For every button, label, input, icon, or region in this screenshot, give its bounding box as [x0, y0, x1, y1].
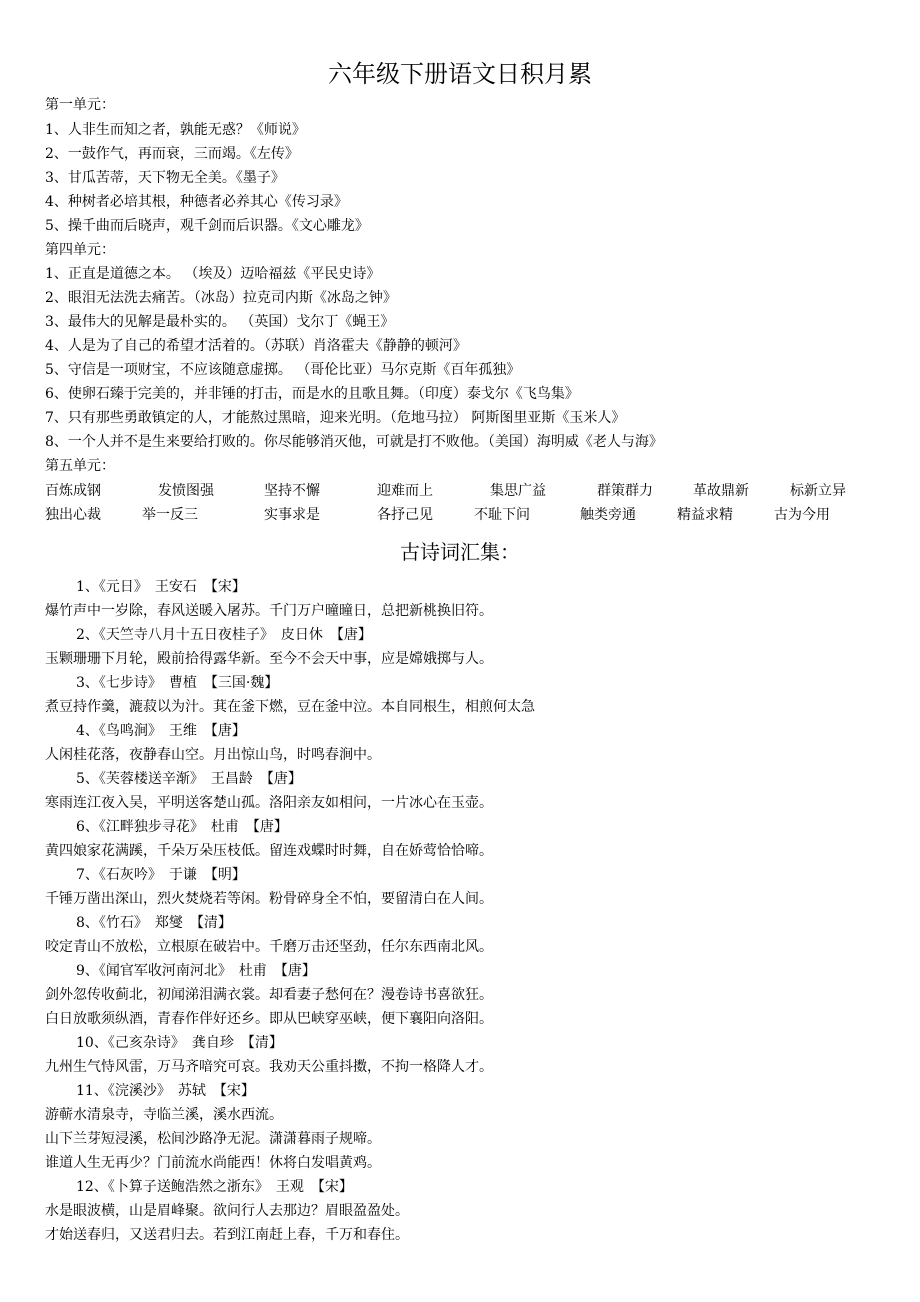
unit1-item-1: 1、人非生而知之者，孰能无惑？《师说》 — [45, 122, 306, 138]
poem-line: 寒雨连江夜入吴，平明送客楚山孤。洛阳亲友如相问，一片冰心在玉壶。 — [45, 795, 493, 811]
poem-line: 人闲桂花落，夜静春山空。月出惊山鸟，时鸣春涧中。 — [45, 747, 381, 763]
idiom: 精益求精 — [677, 507, 733, 523]
unit4-item-3: 3、最伟大的见解是最朴实的。 （英国）戈尔丁《蝇王》 — [45, 314, 395, 330]
unit4-item-4: 4、人是为了自己的希望才活着的。（苏联）肖洛霍夫《静静的顿河》 — [45, 338, 467, 354]
unit5-heading: 第五单元： — [45, 458, 115, 474]
unit1-item-4: 4、种树者必培其根，种德者必养其心《传习录》 — [45, 194, 348, 210]
poem-heading: 1、《元日》 王安石 【宋】 — [76, 579, 246, 595]
poem-heading: 11、《浣溪沙》 苏轼 【宋】 — [76, 1083, 255, 1099]
poem-heading: 8、《竹石》 郑燮 【清】 — [76, 915, 232, 931]
unit4-item-5: 5、守信是一项财宝，不应该随意虚掷。 （哥伦比亚）马尔克斯《百年孤独》 — [45, 362, 521, 378]
idiom: 标新立异 — [790, 483, 846, 499]
idiom: 群策群力 — [597, 483, 653, 499]
poem-line: 煮豆持作羹，漉菽以为汁。萁在釜下燃，豆在釜中泣。本自同根生，相煎何太急 — [45, 699, 535, 715]
poem-line: 游蕲水清泉寺，寺临兰溪，溪水西流。 — [45, 1107, 283, 1123]
poem-heading: 7、《石灰吟》 于谦 【明】 — [76, 867, 246, 883]
poem-heading: 4、《鸟鸣涧》 王维 【唐】 — [76, 723, 246, 739]
idiom: 触类旁通 — [580, 507, 636, 523]
unit4-heading: 第四单元： — [45, 242, 115, 258]
poem-line: 才始送春归，又送君归去。若到江南赶上春，千万和春住。 — [45, 1227, 409, 1243]
poem-line: 白日放歌须纵酒，青春作伴好还乡。即从巴峡穿巫峡，便下襄阳向洛阳。 — [45, 1011, 493, 1027]
poem-line: 山下兰芽短浸溪，松间沙路净无泥。潇潇暮雨子规啼。 — [45, 1131, 381, 1147]
unit4-item-8: 8、一个人并不是生来要给打败的。你尽能够消灭他，可就是打不败他。（美国）海明威《老人与海》 — [45, 434, 663, 450]
unit4-item-6: 6、使卵石臻于完美的，并非锤的打击，而是水的且歌且舞。（印度）泰戈尔《飞鸟集》 — [45, 386, 579, 402]
poem-heading: 2、《天竺寺八月十五日夜桂子》 皮日休 【唐】 — [76, 627, 372, 643]
idiom: 古为今用 — [774, 507, 830, 523]
unit4-item-1: 1、正直是道德之本。 （埃及）迈哈福兹《平民史诗》 — [45, 266, 381, 282]
poem-line: 剑外忽传收蓟北，初闻涕泪满衣裳。却看妻子愁何在？漫卷诗书喜欲狂。 — [45, 987, 493, 1003]
idiom: 实事求是 — [264, 507, 320, 523]
unit4-item-7: 7、只有那些勇敢镇定的人，才能熬过黑暗，迎来光明。（危地马拉） 阿斯图里亚斯《玉米人》 — [45, 410, 626, 426]
unit4-item-2: 2、眼泪无法洗去痛苦。（冰岛）拉克司内斯《冰岛之钟》 — [45, 290, 397, 306]
poem-heading: 6、《江畔独步寻花》 杜甫 【唐】 — [76, 819, 288, 835]
idiom: 集思广益 — [490, 483, 546, 499]
unit1-heading: 第一单元： — [45, 97, 115, 113]
poem-line: 谁道人生无再少？门前流水尚能西！休将白发唱黄鸡。 — [45, 1155, 381, 1171]
unit1-item-2: 2、一鼓作气，再而衰，三而竭。《左传》 — [45, 146, 299, 162]
poem-heading: 12、《卜算子送鲍浩然之浙东》 王观 【宋】 — [76, 1179, 353, 1195]
idiom: 举一反三 — [142, 507, 198, 523]
poems-section-title: 古诗词汇集： — [400, 540, 520, 564]
poem-line: 爆竹声中一岁除，春风送暖入屠苏。千门万户曈曈日，总把新桃换旧符。 — [45, 603, 493, 619]
unit1-item-5: 5、操千曲而后晓声，观千剑而后识器。《文心雕龙》 — [45, 218, 369, 234]
idiom: 革故鼎新 — [693, 483, 749, 499]
idiom: 迎难而上 — [377, 483, 433, 499]
poem-line: 千锤万凿出深山，烈火焚烧若等闲。粉骨碎身全不怕，要留清白在人间。 — [45, 891, 493, 907]
idiom: 坚持不懈 — [264, 483, 320, 499]
idiom: 不耻下问 — [474, 507, 530, 523]
poem-line: 黄四娘家花满蹊，千朵万朵压枝低。留连戏蝶时时舞，自在娇莺恰恰啼。 — [45, 843, 493, 859]
unit1-item-3: 3、甘瓜苦蒂，天下物无全美。《墨子》 — [45, 170, 285, 186]
idiom: 发愤图强 — [158, 483, 214, 499]
poem-line: 九州生气恃风雷，万马齐喑究可哀。我劝天公重抖擞，不拘一格降人才。 — [45, 1059, 493, 1075]
poem-heading: 3、《七步诗》 曹植 【三国·魏】 — [76, 675, 279, 691]
idiom: 独出心裁 — [45, 507, 101, 523]
poem-line: 咬定青山不放松，立根原在破岩中。千磨万击还坚劲，任尔东西南北风。 — [45, 939, 493, 955]
idiom: 百炼成钢 — [45, 483, 101, 499]
poem-heading: 5、《芙蓉楼送辛渐》 王昌龄 【唐】 — [76, 771, 302, 787]
poem-heading: 10、《己亥杂诗》 龚自珍 【清】 — [76, 1035, 283, 1051]
poem-heading: 9、《闻官军收河南河北》 杜甫 【唐】 — [76, 963, 316, 979]
idiom: 各抒己见 — [377, 507, 433, 523]
poem-line: 水是眼波横，山是眉峰聚。欲问行人去那边？眉眼盈盈处。 — [45, 1203, 409, 1219]
page-title: 六年级下册语文日积月累 — [328, 60, 592, 88]
poem-line: 玉颗珊珊下月轮，殿前拾得露华新。至今不会天中事，应是嫦娥掷与人。 — [45, 651, 493, 667]
